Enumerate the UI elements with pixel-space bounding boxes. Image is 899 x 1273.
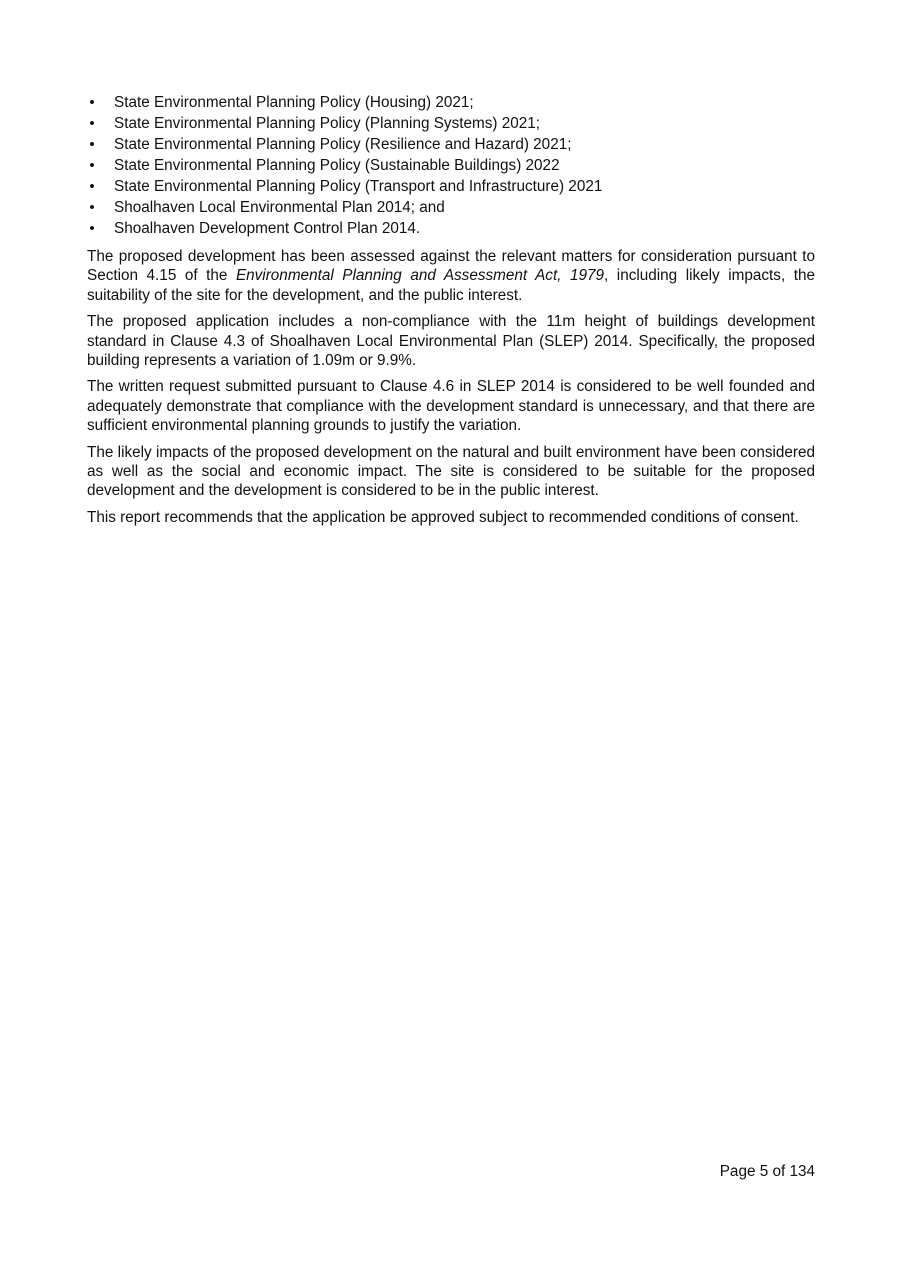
assessment-paragraph	[87, 247, 815, 305]
impacts-paragraph: The likely impacts of the proposed development on the natural and built environment have been considered as well as the social and economic impact. The site is considered to be suitable for the proposed development and the development is considered to be in the public interest.	[87, 443, 815, 500]
list-item-text: State Environmental Planning Policy (Housing) 2021;	[114, 94, 474, 111]
list-item	[87, 155, 815, 176]
list-item	[87, 113, 815, 134]
list-item	[87, 134, 815, 155]
list-item-text: State Environmental Planning Policy (Sustainable Buildings) 2022	[114, 157, 560, 174]
act-title: Environmental Planning and Assessment Act, 1979	[235, 267, 605, 285]
list-item	[87, 197, 815, 218]
bullet-icon: •	[89, 199, 95, 216]
list-item	[87, 218, 815, 239]
bullet-icon: •	[89, 115, 95, 132]
planning-instruments-list	[87, 92, 815, 239]
list-item-text: State Environmental Planning Policy (Transport and Infrastructure) 2021	[114, 178, 603, 195]
list-item-text: Shoalhaven Development Control Plan 2014.	[114, 220, 421, 237]
bullet-icon: •	[89, 94, 95, 111]
list-item-text: Shoalhaven Local Environmental Plan 2014; and	[114, 199, 445, 216]
document-page	[87, 92, 815, 527]
bullet-icon: •	[89, 178, 95, 195]
list-item-text: State Environmental Planning Policy (Resilience and Hazard) 2021;	[114, 136, 572, 153]
bullet-icon: •	[89, 220, 95, 237]
page-number: Page 5 of 134	[719, 1163, 815, 1180]
assessment-text-end: , including likely impacts, the suitability of the site for the development, and the public interest.	[87, 267, 815, 304]
recommendation-paragraph: This report recommends that the application be approved subject to recommended conditions of consent.	[87, 508, 799, 526]
list-item-text: State Environmental Planning Policy (Planning Systems) 2021;	[114, 115, 540, 132]
list-item	[87, 92, 815, 113]
bullet-icon: •	[89, 157, 95, 174]
clause-4-6-paragraph: The written request submitted pursuant to Clause 4.6 in SLEP 2014 is considered to be well founded and adequately demonstrate that compliance with the development standard is unnecessary, and that there are sufficient environmental planning grounds to justify the variation.	[87, 378, 815, 435]
non-compliance-paragraph: The proposed application includes a non-compliance with the 11m height of buildings development standard in Clause 4.3 of Shoalhaven Local Environmental Plan (SLEP) 2014. Specifically, the proposed building represents a variation of 1.09m or 9.9%.	[87, 313, 815, 370]
list-item	[87, 176, 815, 197]
assessment-text-start: The proposed development has been assessed against the relevant matters for consideration pursuant to Section 4.15 of the	[87, 248, 815, 285]
bullet-icon: •	[89, 136, 95, 153]
